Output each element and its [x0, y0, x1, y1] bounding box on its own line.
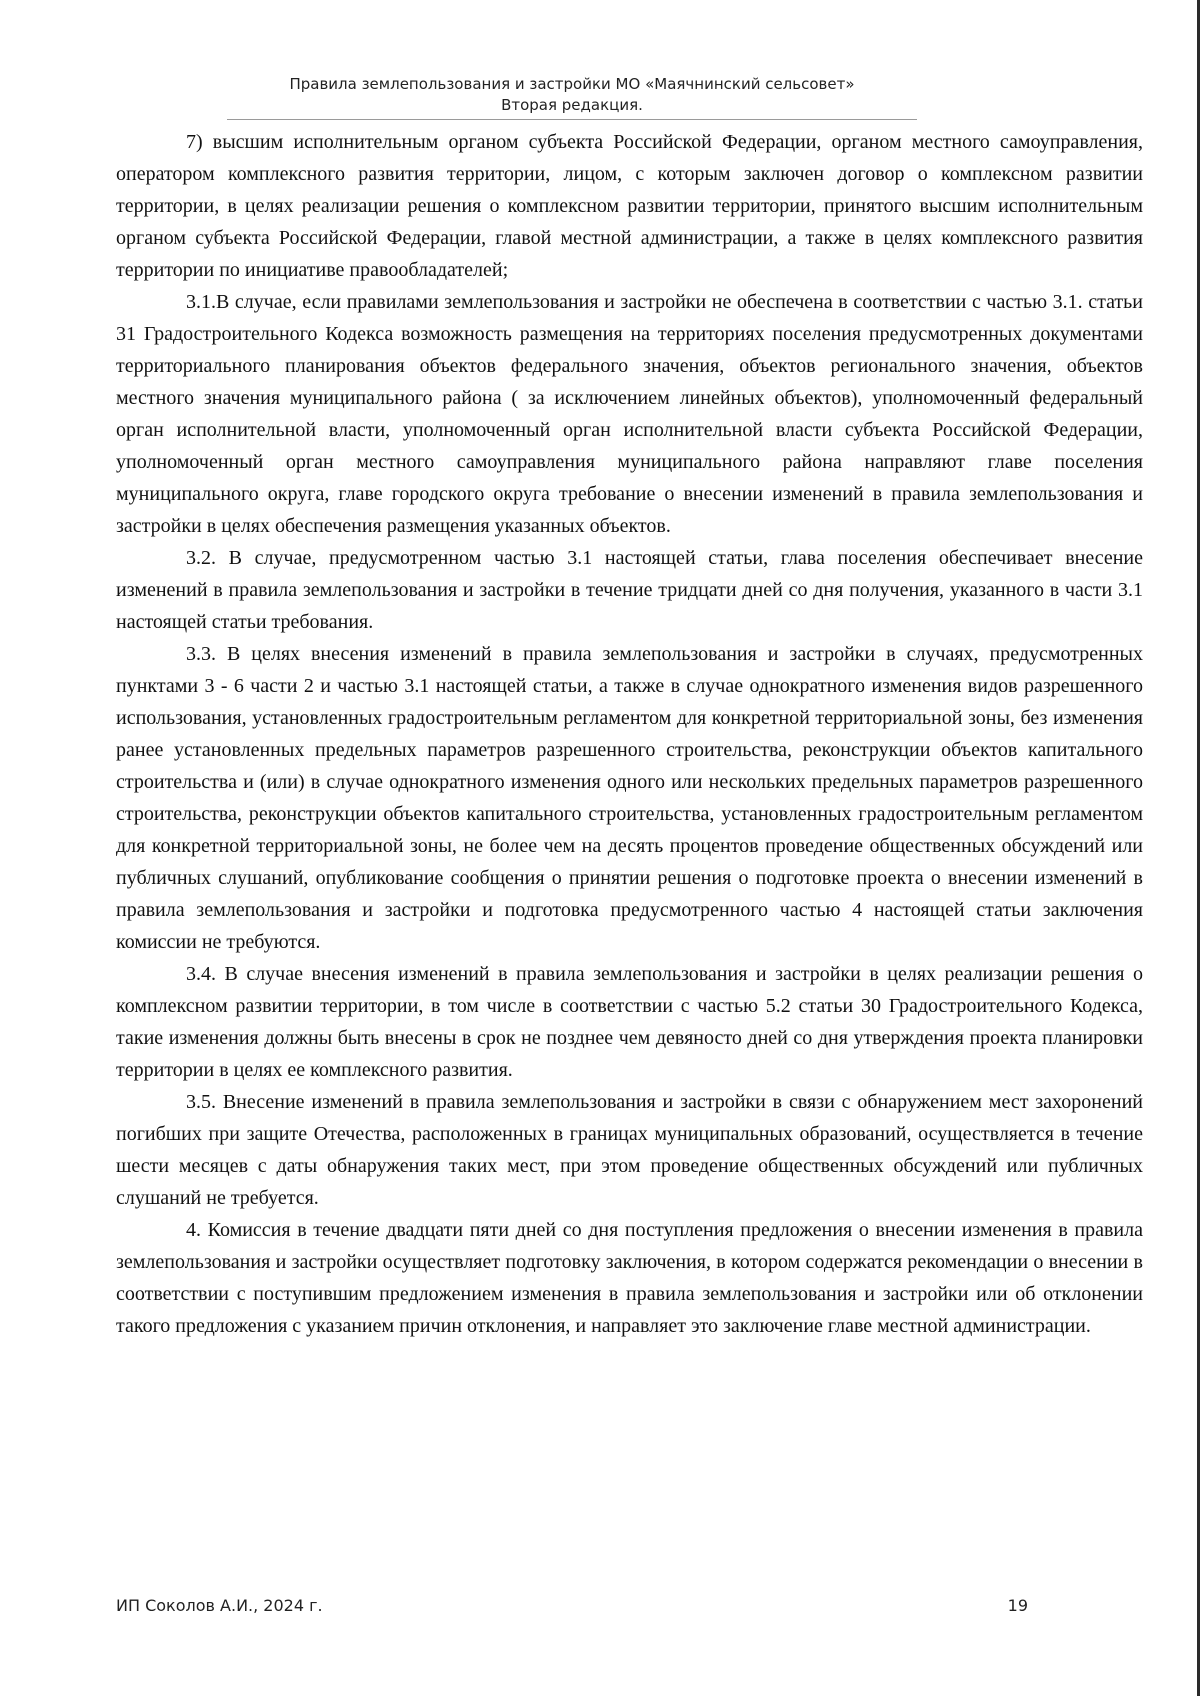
page-footer	[116, 1596, 1028, 1624]
header-rule	[227, 119, 917, 120]
document-body	[116, 126, 1143, 1342]
header-title: Правила землепользования и застройки МО «Маячнинский сельсовет»	[289, 75, 855, 93]
header-edition: Вторая редакция.	[501, 96, 643, 114]
paragraph-3-3: 3.3. В целях внесения изменений в правила землепользования и застройки в случаях, предусмотренных пунктами 3 - 6 части 2 и частью 3.1 настоящей статьи, а также в случае однократного изменения видов разрешенного использования, установленных градостроительным регламентом для конкретной территориальной зоны, без изменения ранее установленных предельных параметров разрешенного строительства, реконструкции объектов капитального строительства и (или) в случае однократного изменения одного или нескольких предельных параметров разрешенного строительства, реконструкции объектов капитального строительства, установленных градостроительным регламентом для конкретной территориальной зоны, не более чем на десять процентов проведение общественных обсуждений или публичных слушаний, опубликование сообщения о принятии решения о подготовке проекта о внесении изменений в правила землепользования и застройки и подготовка предусмотренного частью 4 настоящей статьи заключения комиссии не требуются.	[116, 643, 1143, 953]
paragraph-3-4: 3.4. В случае внесения изменений в правила землепользования и застройки в целях реализации решения о комплексном развитии территории, в том числе в соответствии с частью 5.2 статьи 30 Градостроительного Кодекса, такие изменения должны быть внесены в срок не позднее чем девяносто дней со дня утверждения проекта планировки территории в целях ее комплексного развития.	[116, 963, 1143, 1081]
paragraph-3-5: 3.5. Внесение изменений в правила землепользования и застройки в связи с обнаружением мест захоронений погибших при защите Отечества, расположенных в границах муниципальных образований, осуществляется в течение шести месяцев с даты обнаружения таких мест, при этом проведение общественных обсуждений или публичных слушаний не требуется.	[116, 1091, 1143, 1209]
running-header	[116, 74, 1028, 120]
paragraph-7: 7) высшим исполнительным органом субъекта Российской Федерации, органом местного самоуправления, оператором комплексного развития территории, лицом, с которым заключен договор о комплексном развитии территории, в целях реализации решения о комплексном развитии территории, принятого высшим исполнительным органом субъекта Российской Федерации, главой местной администрации, а также в целях комплексного развития территории по инициативе правообладателей;	[116, 131, 1143, 281]
paragraph-3-1: 3.1.В случае, если правилами землепользования и застройки не обеспечена в соответствии с частью 3.1. статьи 31 Градостроительного Кодекса возможность размещения на территориях поселения предусмотренных документами территориального планирования объектов федерального значения, объектов регионального значения, объектов местного значения муниципального района ( за исключением линейных объектов), уполномоченный федеральный орган исполнительной власти, уполномоченный орган исполнительной власти субъекта Российской Федерации, уполномоченный орган местного самоуправления муниципального района направляют главе поселения муниципального округа, главе городского округа требование о внесении изменений в правила землепользования и застройки в целях обеспечения размещения указанных объектов.	[116, 291, 1143, 537]
paragraph-4: 4. Комиссия в течение двадцати пяти дней со дня поступления предложения о внесении изменения в правила землепользования и застройки осуществляет подготовку заключения, в котором содержатся рекомендации о внесении в соответствии с поступившим предложением изменения в правила землепользования и застройки или об отклонении такого предложения с указанием причин отклонения, и направляет это заключение главе местной администрации.	[116, 1219, 1143, 1337]
footer-author: ИП Соколов А.И., 2024 г.	[116, 1596, 323, 1615]
paragraph-3-2: 3.2. В случае, предусмотренном частью 3.1 настоящей статьи, глава поселения обеспечивает внесение изменений в правила землепользования и застройки в течение тридцати дней со дня получения, указанного в части 3.1 настоящей статьи требования.	[116, 547, 1143, 633]
page-number: 19	[1007, 1596, 1028, 1615]
